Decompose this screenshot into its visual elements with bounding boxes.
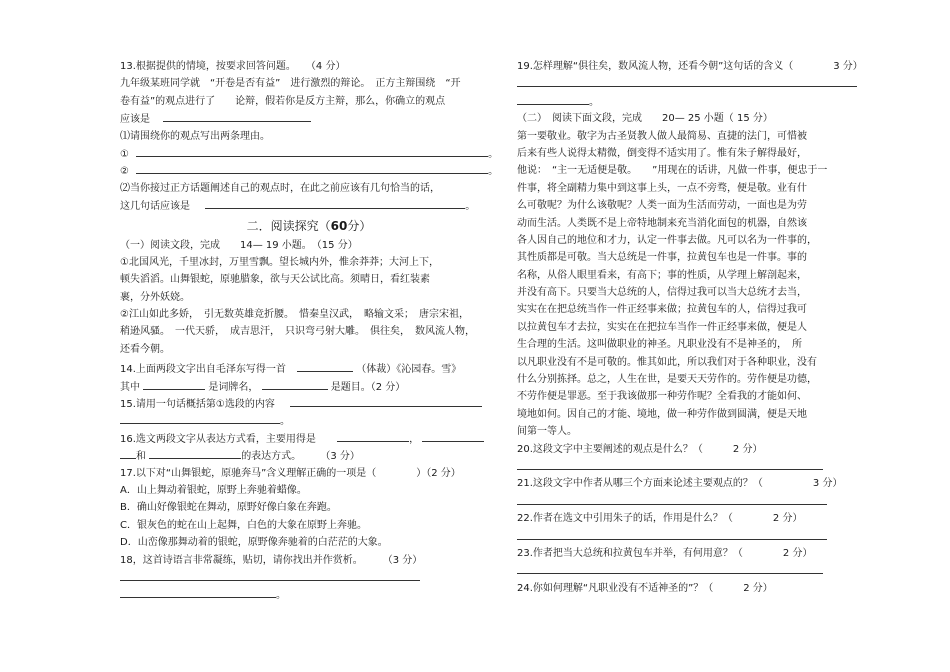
q22-blank[interactable] bbox=[517, 528, 827, 540]
poem-line: 稍逊风骚。 一代天骄， 成吉思汗， 只识弯弓射大雕。 俱往矣， 数风流人物， bbox=[120, 326, 475, 338]
q15-blank-2[interactable] bbox=[120, 412, 280, 424]
passage-line: 第一要敬业。敬字为古圣贤教人做人最简易、直捷的法门，可惜被 bbox=[517, 130, 807, 142]
q18-prompt: 18，这首诗语言非常凝练，贴切，请你找出并作赏析。 （3 分） bbox=[120, 554, 423, 566]
section-title-text: 二．阅读探究（ bbox=[246, 218, 331, 233]
passage-line: 么可敬呢？为什么该敬呢？人类一面为生活而劳动，一面也是为劳 bbox=[517, 200, 807, 212]
q16-line-2 bbox=[120, 447, 498, 464]
passage-line: 并没有高下。只要当大总统的人，信得过我可以当大总统才去当， bbox=[517, 287, 807, 299]
q14-cipai-label: 是词牌名， bbox=[208, 381, 259, 393]
q13-sub2-line bbox=[120, 197, 498, 214]
q16-blank-2b[interactable] bbox=[120, 447, 136, 459]
q13-line-1: 13.根据提供的情境，按要求回答问题。 （4 分） bbox=[120, 61, 346, 72]
q23-blank[interactable] bbox=[517, 562, 823, 574]
q13-answer-blank[interactable] bbox=[163, 110, 311, 122]
poem-line: 还看今朝。 bbox=[120, 343, 170, 355]
q14-line-1 bbox=[120, 360, 498, 377]
q17-option-a[interactable]: A．山上舞动着银蛇，原野上奔驰着蜡像。 bbox=[120, 484, 307, 496]
q15-blank[interactable] bbox=[290, 395, 482, 407]
q17-option-b[interactable]: B．确山好像银蛇在舞动，原野好像白象在奔跑。 bbox=[120, 502, 337, 514]
q13-reason-2 bbox=[120, 162, 498, 179]
q14-prompt: 14.上面两段文字出自毛泽东写得一首 bbox=[120, 364, 286, 376]
q14-title: （体裁）《沁园春。雪》 bbox=[356, 364, 462, 376]
period: 。 bbox=[276, 590, 286, 602]
q22-prompt: 22.作者在选文中引用朱子的话，作用是什么？（ 2 分） bbox=[517, 513, 803, 525]
reason-2-marker: ② bbox=[120, 166, 129, 178]
reason-1-marker: ① bbox=[120, 148, 129, 160]
left-column bbox=[120, 58, 498, 604]
part2-header: （二） 阅读下面文段，完成 20— 25 小题（ 15 分） bbox=[517, 113, 773, 125]
passage-line: 什么分别拣择。总之，人生在世，是要天天劳作的。劳作便是功德， bbox=[517, 374, 817, 386]
q16-score: （3 分） bbox=[320, 451, 360, 463]
q18-line-2 bbox=[120, 586, 498, 603]
q20-blank[interactable] bbox=[517, 458, 823, 470]
q14-cipai-blank[interactable] bbox=[143, 378, 205, 390]
q13-reason-1 bbox=[120, 145, 498, 162]
q16-line-1 bbox=[120, 430, 498, 447]
q15-prompt: 15.请用一句话概括第①选段的内容 bbox=[120, 399, 275, 411]
period: 。 bbox=[488, 148, 499, 160]
q13-sub1: ⑴请围绕你的观点写出两条理由。 bbox=[120, 130, 270, 142]
q13-sub2: ⑵当你接过正方话题阐述自己的观点时，在此之前应该有几句恰当的话， bbox=[120, 182, 440, 194]
passage-line: 实实在在把总统当作一件正经事来做；拉黄包车的人，信得过我可 bbox=[517, 304, 807, 316]
q14-topic-blank[interactable] bbox=[262, 378, 328, 390]
passage-line: 生合理的生活。这叫做职业的神圣。凡职业没有不是神圣的， 所 bbox=[517, 339, 802, 351]
poem-line: ①北国风光，千里冰封，万里雪飘。望长城内外，惟余莽莽；大河上下， bbox=[120, 256, 439, 268]
q23-prompt: 23.作者把当大总统和拉黄包车并举，有何用意？（ 2 分） bbox=[517, 547, 813, 559]
passage-line: 其性质都是可敬。当大总统是一件事，拉黄包车也是一件事。事的 bbox=[517, 252, 807, 264]
q20-prompt: 20.这段文字中主要阐述的观点是什么？（ 2 分） bbox=[517, 443, 763, 455]
q14-genre-blank[interactable] bbox=[297, 360, 353, 372]
q13-sub2-prompt: 这几句话应该是 bbox=[120, 201, 190, 213]
q23-answer-line bbox=[517, 562, 857, 579]
q13-line-4 bbox=[120, 110, 498, 127]
poem-line: 裹，分外妖娆。 bbox=[120, 291, 190, 303]
section-title bbox=[120, 217, 498, 236]
q15-line-2 bbox=[120, 412, 498, 429]
period: 。 bbox=[465, 201, 476, 213]
q16-comma: ， bbox=[409, 433, 420, 445]
period: 。 bbox=[280, 416, 290, 428]
q13-line-3: 卷有益”的观点进行了 论辩，假若你是反方主辩，那么，你确立的观点 bbox=[120, 95, 446, 107]
q19-line-1 bbox=[517, 75, 857, 92]
q17-prompt: 17.以下对“山舞银蛇，原驰奔马”含义理解正确的一项是（ ）（2 分） bbox=[120, 467, 461, 479]
q21-prompt: 21.这段文字中作者从哪三个方面来论述主要观点的？（ 3 分） bbox=[517, 478, 843, 490]
passage-line: 以凡职业没有不是可敬的。惟其如此，所以我们对于各种职业，没有 bbox=[517, 356, 817, 368]
q18-blank-1[interactable] bbox=[120, 569, 420, 581]
q16-tail: 的表达方式。 bbox=[241, 451, 302, 463]
q16-and: 和 bbox=[136, 451, 146, 463]
q19-blank-1[interactable] bbox=[517, 75, 857, 87]
q13-line-2: 九年级某班同学就 “开卷是否有益” 进行激烈的辩论。 正方主辩围绕 “开 bbox=[120, 78, 461, 90]
passage-line: 不劳作便是罪恶。至于我该做那一种劳作呢？全看我的才能如何、 bbox=[517, 391, 807, 403]
right-column bbox=[517, 58, 863, 597]
passage-line: 件事，将全副精力集中到这事上头，一点不旁骛，便是敬。业有什 bbox=[517, 182, 807, 194]
section-title-tail: 分） bbox=[347, 218, 372, 233]
period: 。 bbox=[488, 166, 499, 178]
q19-blank-2[interactable] bbox=[517, 93, 589, 105]
q16-blank-1[interactable] bbox=[337, 430, 409, 442]
passage-line: 各人因自己的地位和才力，认定一件事去做。凡可以名为一件事的， bbox=[517, 234, 817, 246]
q16-blank-3[interactable] bbox=[149, 447, 241, 459]
q18-blank-2[interactable] bbox=[120, 586, 276, 598]
q15-line bbox=[120, 395, 498, 412]
passage-line: 名称，从俗人眼里看来，有高下；事的性质，从学理上解剖起来， bbox=[517, 269, 807, 281]
q21-blank[interactable] bbox=[517, 493, 827, 505]
q13-prompt: 应该是 bbox=[120, 114, 150, 126]
q18-line-1 bbox=[120, 569, 498, 586]
q13-sub2-blank[interactable] bbox=[205, 197, 465, 209]
q14-in: 其中 bbox=[120, 381, 140, 393]
poem-line: ②江山如此多娇， 引无数英雄竞折腰。 惜秦皇汉武， 略输文采； 唐宗宋祖， bbox=[120, 309, 469, 321]
q14-tail: 是题目。（2 分） bbox=[330, 381, 406, 393]
passage-line: 后来有些人说得太精微，倒变得不适实用了。惟有朱子解得最好， bbox=[517, 147, 807, 159]
q24-prompt: 24.你如何理解“凡职业没有不适神圣的”？（ 2 分） bbox=[517, 582, 773, 594]
q20-answer-line bbox=[517, 458, 857, 475]
q17-option-c[interactable]: C．银灰色的蛇在山上起舞，白色的大象在原野上奔驰。 bbox=[120, 519, 367, 531]
passage-line: 动而生活。人类既不是上帝特地制来充当消化面包的机器，自然该 bbox=[517, 217, 807, 229]
q17-option-d[interactable]: D．山峦像那舞动着的银蛇，原野像奔驰着的白茫茫的大象。 bbox=[120, 537, 388, 549]
reason-1-blank[interactable] bbox=[136, 145, 488, 157]
q22-answer-line bbox=[517, 528, 857, 545]
reason-2-blank[interactable] bbox=[136, 162, 488, 174]
poem-line: 顿失滔滔。山舞银蛇，原驰腊象，欲与天公试比高。须晴日，看红装素 bbox=[120, 274, 430, 286]
part1-header: （一）阅读文段，完成 14— 19 小题。 （15 分） bbox=[120, 239, 358, 251]
section-score: 60 bbox=[330, 218, 348, 233]
q21-answer-line bbox=[517, 493, 857, 510]
passage-line: 间第一等人。 bbox=[517, 426, 577, 438]
period: 。 bbox=[589, 96, 599, 108]
q16-blank-2[interactable] bbox=[422, 430, 484, 442]
passage-line: 境地如何。因自己的才能、境地，做一种劳作做到圆满，便是天地 bbox=[517, 408, 807, 420]
q19-prompt: 19.怎样理解“俱往矣，数风流人物，还看今朝”这句话的含义（ 3 分） bbox=[517, 61, 863, 72]
q19-line-2 bbox=[517, 93, 857, 110]
q16-prompt: 16.选文两段文字从表达方式看，主要用得是 bbox=[120, 433, 316, 445]
passage-line: 以拉黄包车才去拉，实实在在把拉车当作一件正经事来做，便是人 bbox=[517, 321, 807, 333]
passage-line: 他说： “主一无适便是敬。 ”用现在的话讲，凡做一件事，便忠于一 bbox=[517, 165, 828, 177]
q14-line-2 bbox=[120, 378, 498, 395]
